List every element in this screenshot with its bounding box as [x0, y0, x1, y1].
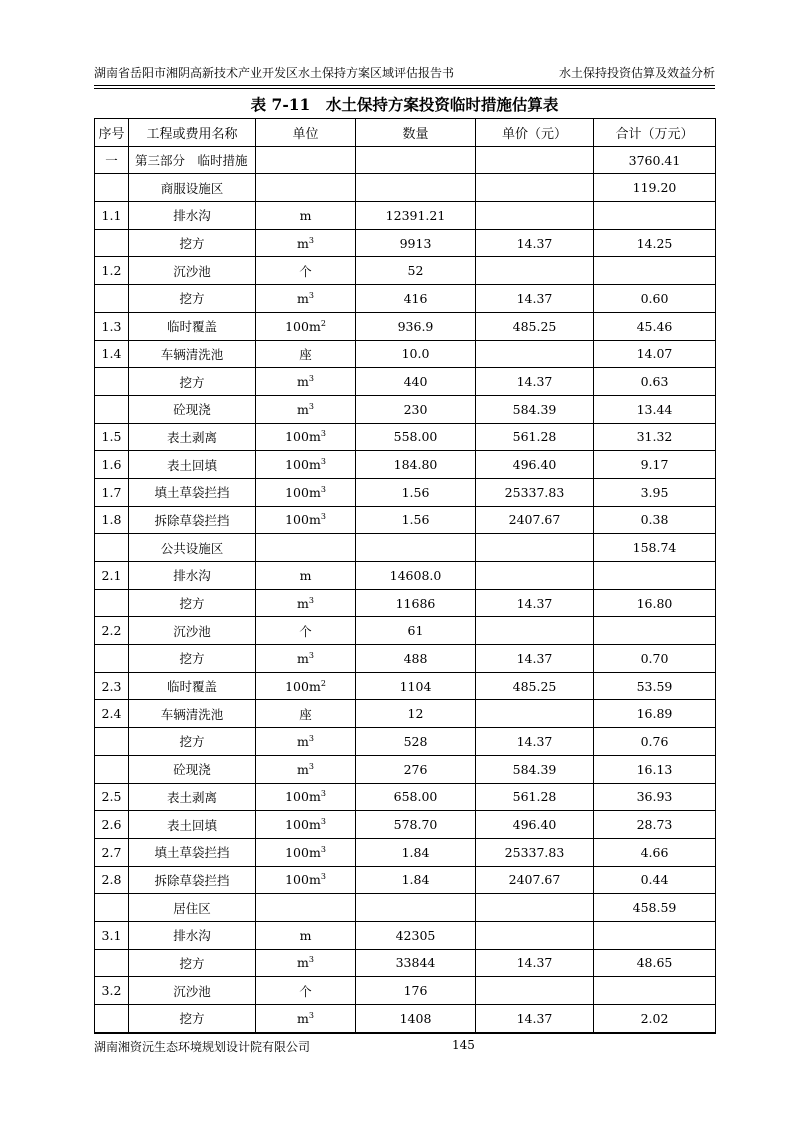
column-header-unit-price: 单价（元） — [476, 119, 594, 147]
cell-unit-price: 584.39 — [476, 755, 594, 783]
unit-exponent: 3 — [320, 789, 326, 799]
cell-unit-price: 14.37 — [476, 589, 594, 617]
table-row — [95, 728, 716, 756]
cell-name: 挖方 — [129, 1005, 256, 1033]
table-header-row — [95, 119, 716, 147]
cell-total: 0.60 — [594, 285, 716, 313]
cell-no: 3.2 — [95, 977, 129, 1005]
unit-text: 100m — [285, 318, 321, 334]
cell-unit — [256, 783, 356, 811]
table-row — [95, 921, 716, 949]
cell-unit — [256, 340, 356, 368]
footer-rule — [94, 1033, 715, 1034]
unit-exponent: 3 — [308, 401, 314, 411]
cell-no: 1.2 — [95, 257, 129, 285]
cell-unit — [256, 312, 356, 340]
cell-quantity: 1.84 — [356, 866, 476, 894]
cell-quantity: 1408 — [356, 1005, 476, 1033]
cell-no: 1.5 — [95, 423, 129, 451]
cell-unit — [256, 949, 356, 977]
cell-unit — [256, 395, 356, 423]
unit-text: m — [297, 1010, 309, 1026]
cell-unit — [256, 534, 356, 562]
table-row — [95, 368, 716, 396]
unit-exponent: 3 — [320, 484, 326, 494]
cell-quantity: 12391.21 — [356, 202, 476, 230]
table-row — [95, 755, 716, 783]
cell-no: 2.6 — [95, 811, 129, 839]
cell-total: 0.38 — [594, 506, 716, 534]
unit-text: m — [297, 401, 309, 417]
cell-total: 0.44 — [594, 866, 716, 894]
cell-no — [95, 368, 129, 396]
cell-no: 1.8 — [95, 506, 129, 534]
cell-total — [594, 617, 716, 645]
page-footer — [94, 1038, 715, 1056]
cell-name: 车辆清洗池 — [129, 700, 256, 728]
header-rule — [94, 85, 715, 86]
unit-text: m — [297, 650, 309, 666]
cell-no: 2.8 — [95, 866, 129, 894]
cell-name: 表土剥离 — [129, 783, 256, 811]
unit-text: 100m — [285, 457, 321, 473]
cell-unit — [256, 1005, 356, 1033]
unit-exponent: 3 — [320, 816, 326, 826]
unit-text: 个 — [299, 263, 312, 279]
table-row — [95, 589, 716, 617]
cell-unit-price — [476, 894, 594, 922]
cell-unit-price: 496.40 — [476, 451, 594, 479]
table-row — [95, 395, 716, 423]
cell-name: 挖方 — [129, 645, 256, 673]
cell-quantity: 10.0 — [356, 340, 476, 368]
cell-quantity — [356, 146, 476, 174]
cell-total: 0.70 — [594, 645, 716, 673]
cell-total: 45.46 — [594, 312, 716, 340]
table-row — [95, 229, 716, 257]
cell-unit-price — [476, 257, 594, 285]
unit-text: 个 — [299, 983, 312, 999]
cell-unit — [256, 645, 356, 673]
cell-unit-price: 561.28 — [476, 423, 594, 451]
cell-total: 53.59 — [594, 672, 716, 700]
unit-exponent: 3 — [320, 872, 326, 882]
unit-text: 100m — [285, 484, 321, 500]
table-row — [95, 838, 716, 866]
cell-name: 表土剥离 — [129, 423, 256, 451]
cell-unit-price — [476, 202, 594, 230]
unit-exponent: 3 — [308, 373, 314, 383]
unit-exponent: 2 — [320, 678, 326, 688]
cell-unit-price: 2407.67 — [476, 866, 594, 894]
cell-quantity: 42305 — [356, 921, 476, 949]
table-row — [95, 202, 716, 230]
table-row — [95, 534, 716, 562]
table-row — [95, 645, 716, 673]
cell-total: 3760.41 — [594, 146, 716, 174]
table-row — [95, 977, 716, 1005]
cell-quantity: 936.9 — [356, 312, 476, 340]
cell-name: 排水沟 — [129, 202, 256, 230]
unit-text: m — [297, 595, 309, 611]
unit-text: m — [297, 374, 309, 390]
cell-no: 2.1 — [95, 562, 129, 590]
cell-quantity: 12 — [356, 700, 476, 728]
cell-quantity: 184.80 — [356, 451, 476, 479]
cell-quantity: 9913 — [356, 229, 476, 257]
cell-unit-price — [476, 617, 594, 645]
cell-no: 2.2 — [95, 617, 129, 645]
table-body — [95, 146, 716, 1033]
cell-name: 临时覆盖 — [129, 312, 256, 340]
cell-no — [95, 395, 129, 423]
table-row — [95, 340, 716, 368]
cell-no — [95, 285, 129, 313]
cell-no — [95, 534, 129, 562]
header-rule-inner — [94, 88, 715, 89]
unit-text: 座 — [299, 706, 312, 722]
cell-total: 0.63 — [594, 368, 716, 396]
cell-no: 1.7 — [95, 478, 129, 506]
cell-no: 1.6 — [95, 451, 129, 479]
table-row — [95, 1005, 716, 1033]
cell-quantity — [356, 174, 476, 202]
unit-text: m — [299, 567, 312, 583]
unit-text: m — [297, 955, 309, 971]
cell-quantity: 558.00 — [356, 423, 476, 451]
unit-text: m — [297, 761, 309, 777]
unit-text: 100m — [285, 872, 321, 888]
cell-quantity: 1104 — [356, 672, 476, 700]
cell-total: 16.89 — [594, 700, 716, 728]
cell-name: 挖方 — [129, 285, 256, 313]
cell-unit-price: 496.40 — [476, 811, 594, 839]
cell-quantity: 176 — [356, 977, 476, 1005]
cell-unit-price: 485.25 — [476, 672, 594, 700]
cell-quantity: 1.84 — [356, 838, 476, 866]
unit-exponent: 3 — [308, 290, 314, 300]
cell-total: 14.07 — [594, 340, 716, 368]
cell-unit — [256, 921, 356, 949]
cell-no — [95, 589, 129, 617]
cell-unit-price — [476, 562, 594, 590]
page-number: 145 — [452, 1038, 475, 1052]
cell-quantity: 528 — [356, 728, 476, 756]
cell-no: 3.1 — [95, 921, 129, 949]
cell-unit — [256, 700, 356, 728]
unit-text: 座 — [299, 346, 312, 362]
cell-quantity: 440 — [356, 368, 476, 396]
cell-unit — [256, 866, 356, 894]
cell-name: 拆除草袋拦挡 — [129, 506, 256, 534]
cell-no: 一 — [95, 146, 129, 174]
cell-name: 沉沙池 — [129, 257, 256, 285]
cell-unit-price — [476, 146, 594, 174]
unit-exponent: 3 — [308, 595, 314, 605]
table-row — [95, 672, 716, 700]
cell-unit-price: 14.37 — [476, 229, 594, 257]
cell-name: 挖方 — [129, 728, 256, 756]
cell-name: 挖方 — [129, 589, 256, 617]
cell-total: 158.74 — [594, 534, 716, 562]
cell-unit-price: 14.37 — [476, 645, 594, 673]
cell-total: 3.95 — [594, 478, 716, 506]
unit-exponent: 3 — [308, 761, 314, 771]
cell-unit-price — [476, 977, 594, 1005]
table-row — [95, 451, 716, 479]
cell-unit — [256, 672, 356, 700]
table-row — [95, 811, 716, 839]
cell-name: 商服设施区 — [129, 174, 256, 202]
cell-unit-price — [476, 921, 594, 949]
table-row — [95, 783, 716, 811]
cell-unit — [256, 202, 356, 230]
cell-unit — [256, 451, 356, 479]
cell-total — [594, 202, 716, 230]
column-header-no: 序号 — [95, 119, 129, 147]
cell-unit-price: 2407.67 — [476, 506, 594, 534]
table-row — [95, 146, 716, 174]
table-row — [95, 257, 716, 285]
header-report-title: 湖南省岳阳市湘阴高新技术产业开发区水土保持方案区域评估报告书 — [94, 66, 455, 80]
cell-unit-price: 14.37 — [476, 1005, 594, 1033]
cell-total: 9.17 — [594, 451, 716, 479]
cell-name: 车辆清洗池 — [129, 340, 256, 368]
investment-table — [94, 118, 716, 1034]
cell-unit — [256, 562, 356, 590]
cell-no — [95, 1005, 129, 1033]
cell-unit — [256, 478, 356, 506]
cell-unit — [256, 229, 356, 257]
unit-text: 100m — [285, 789, 321, 805]
unit-exponent: 3 — [308, 1010, 314, 1020]
cell-unit — [256, 755, 356, 783]
column-header-unit: 单位 — [256, 119, 356, 147]
cell-name: 公共设施区 — [129, 534, 256, 562]
cell-unit — [256, 728, 356, 756]
cell-quantity: 276 — [356, 755, 476, 783]
cell-name: 砼现浇 — [129, 395, 256, 423]
unit-exponent: 3 — [320, 844, 326, 854]
cell-name: 填土草袋拦挡 — [129, 838, 256, 866]
cell-quantity — [356, 894, 476, 922]
cell-no — [95, 229, 129, 257]
cell-total: 16.13 — [594, 755, 716, 783]
unit-text: 100m — [285, 844, 321, 860]
cell-unit-price — [476, 700, 594, 728]
cell-quantity: 488 — [356, 645, 476, 673]
table-row — [95, 617, 716, 645]
cell-total: 16.80 — [594, 589, 716, 617]
cell-total: 14.25 — [594, 229, 716, 257]
cell-unit — [256, 368, 356, 396]
unit-exponent: 3 — [308, 955, 314, 965]
table-row — [95, 312, 716, 340]
cell-quantity: 61 — [356, 617, 476, 645]
cell-no — [95, 728, 129, 756]
cell-name: 挖方 — [129, 949, 256, 977]
cell-total — [594, 921, 716, 949]
footer-company: 湖南湘资沅生态环境规划设计院有限公司 — [94, 1040, 311, 1054]
table-row — [95, 866, 716, 894]
cell-unit — [256, 617, 356, 645]
cell-total: 119.20 — [594, 174, 716, 202]
unit-exponent: 3 — [320, 512, 326, 522]
column-header-total: 合计（万元） — [594, 119, 716, 147]
cell-quantity — [356, 534, 476, 562]
header-section-title: 水土保持投资估算及效益分析 — [558, 66, 715, 80]
cell-total: 4.66 — [594, 838, 716, 866]
cell-name: 居住区 — [129, 894, 256, 922]
cell-total: 0.76 — [594, 728, 716, 756]
unit-exponent: 2 — [320, 318, 326, 328]
table-row — [95, 562, 716, 590]
cell-name: 排水沟 — [129, 921, 256, 949]
unit-exponent: 3 — [308, 650, 314, 660]
table-title: 表 7-11 水土保持方案投资临时措施估算表 — [250, 95, 559, 114]
table-row — [95, 949, 716, 977]
unit-exponent: 3 — [320, 456, 326, 466]
cell-unit — [256, 838, 356, 866]
cell-unit — [256, 285, 356, 313]
unit-exponent: 3 — [308, 235, 314, 245]
cell-name: 填土草袋拦挡 — [129, 478, 256, 506]
cell-unit-price — [476, 174, 594, 202]
table-row — [95, 478, 716, 506]
cell-no — [95, 174, 129, 202]
unit-text: m — [297, 235, 309, 251]
cell-total: 28.73 — [594, 811, 716, 839]
unit-text: 100m — [285, 429, 321, 445]
cell-name: 第三部分 临时措施 — [129, 146, 256, 174]
cell-total: 2.02 — [594, 1005, 716, 1033]
cell-no: 2.4 — [95, 700, 129, 728]
cell-name: 排水沟 — [129, 562, 256, 590]
cell-unit — [256, 174, 356, 202]
cell-quantity: 230 — [356, 395, 476, 423]
cell-quantity: 416 — [356, 285, 476, 313]
cell-quantity: 11686 — [356, 589, 476, 617]
cell-name: 临时覆盖 — [129, 672, 256, 700]
unit-text: m — [297, 290, 309, 306]
cell-no — [95, 894, 129, 922]
cell-no — [95, 755, 129, 783]
cell-quantity: 578.70 — [356, 811, 476, 839]
unit-exponent: 3 — [308, 733, 314, 743]
cell-name: 沉沙池 — [129, 617, 256, 645]
cell-no — [95, 949, 129, 977]
cell-unit — [256, 423, 356, 451]
column-header-name: 工程或费用名称 — [129, 119, 256, 147]
table-row — [95, 174, 716, 202]
cell-total — [594, 562, 716, 590]
cell-name: 拆除草袋拦挡 — [129, 866, 256, 894]
unit-exponent: 3 — [320, 429, 326, 439]
cell-total: 36.93 — [594, 783, 716, 811]
cell-name: 砼现浇 — [129, 755, 256, 783]
cell-total: 13.44 — [594, 395, 716, 423]
table-row — [95, 700, 716, 728]
cell-no: 2.7 — [95, 838, 129, 866]
cell-unit — [256, 146, 356, 174]
cell-quantity: 33844 — [356, 949, 476, 977]
cell-unit-price: 14.37 — [476, 949, 594, 977]
cell-unit-price — [476, 340, 594, 368]
cell-no: 1.1 — [95, 202, 129, 230]
unit-text: 个 — [299, 623, 312, 639]
cell-name: 表土回填 — [129, 451, 256, 479]
cell-no: 2.3 — [95, 672, 129, 700]
cell-total — [594, 977, 716, 1005]
unit-text: m — [299, 927, 312, 943]
cell-name: 表土回填 — [129, 811, 256, 839]
unit-text: 100m — [285, 678, 321, 694]
cell-unit — [256, 811, 356, 839]
cell-unit-price: 25337.83 — [476, 838, 594, 866]
cell-quantity: 52 — [356, 257, 476, 285]
unit-text: m — [297, 733, 309, 749]
cell-name: 挖方 — [129, 368, 256, 396]
cell-unit — [256, 506, 356, 534]
table-row — [95, 285, 716, 313]
unit-text: 100m — [285, 817, 321, 833]
cell-no — [95, 645, 129, 673]
cell-total — [594, 257, 716, 285]
cell-no: 1.3 — [95, 312, 129, 340]
page-header — [94, 64, 715, 84]
cell-quantity: 658.00 — [356, 783, 476, 811]
cell-unit-price: 14.37 — [476, 728, 594, 756]
cell-quantity: 14608.0 — [356, 562, 476, 590]
cell-unit — [256, 977, 356, 1005]
cell-unit-price — [476, 534, 594, 562]
cell-no: 1.4 — [95, 340, 129, 368]
cell-name: 挖方 — [129, 229, 256, 257]
cell-name: 沉沙池 — [129, 977, 256, 1005]
cell-unit — [256, 894, 356, 922]
cell-unit — [256, 257, 356, 285]
cell-total: 31.32 — [594, 423, 716, 451]
cell-unit-price: 584.39 — [476, 395, 594, 423]
cell-unit-price: 14.37 — [476, 368, 594, 396]
unit-text: 100m — [285, 512, 321, 528]
cell-total: 48.65 — [594, 949, 716, 977]
unit-text: m — [299, 207, 312, 223]
cell-unit-price: 25337.83 — [476, 478, 594, 506]
table-row — [95, 506, 716, 534]
cell-unit-price: 14.37 — [476, 285, 594, 313]
cell-quantity: 1.56 — [356, 506, 476, 534]
cell-quantity: 1.56 — [356, 478, 476, 506]
table-row — [95, 423, 716, 451]
cell-total: 458.59 — [594, 894, 716, 922]
cell-no: 2.5 — [95, 783, 129, 811]
cell-unit — [256, 589, 356, 617]
cell-unit-price: 485.25 — [476, 312, 594, 340]
column-header-quantity: 数量 — [356, 119, 476, 147]
table-row — [95, 894, 716, 922]
cell-unit-price: 561.28 — [476, 783, 594, 811]
